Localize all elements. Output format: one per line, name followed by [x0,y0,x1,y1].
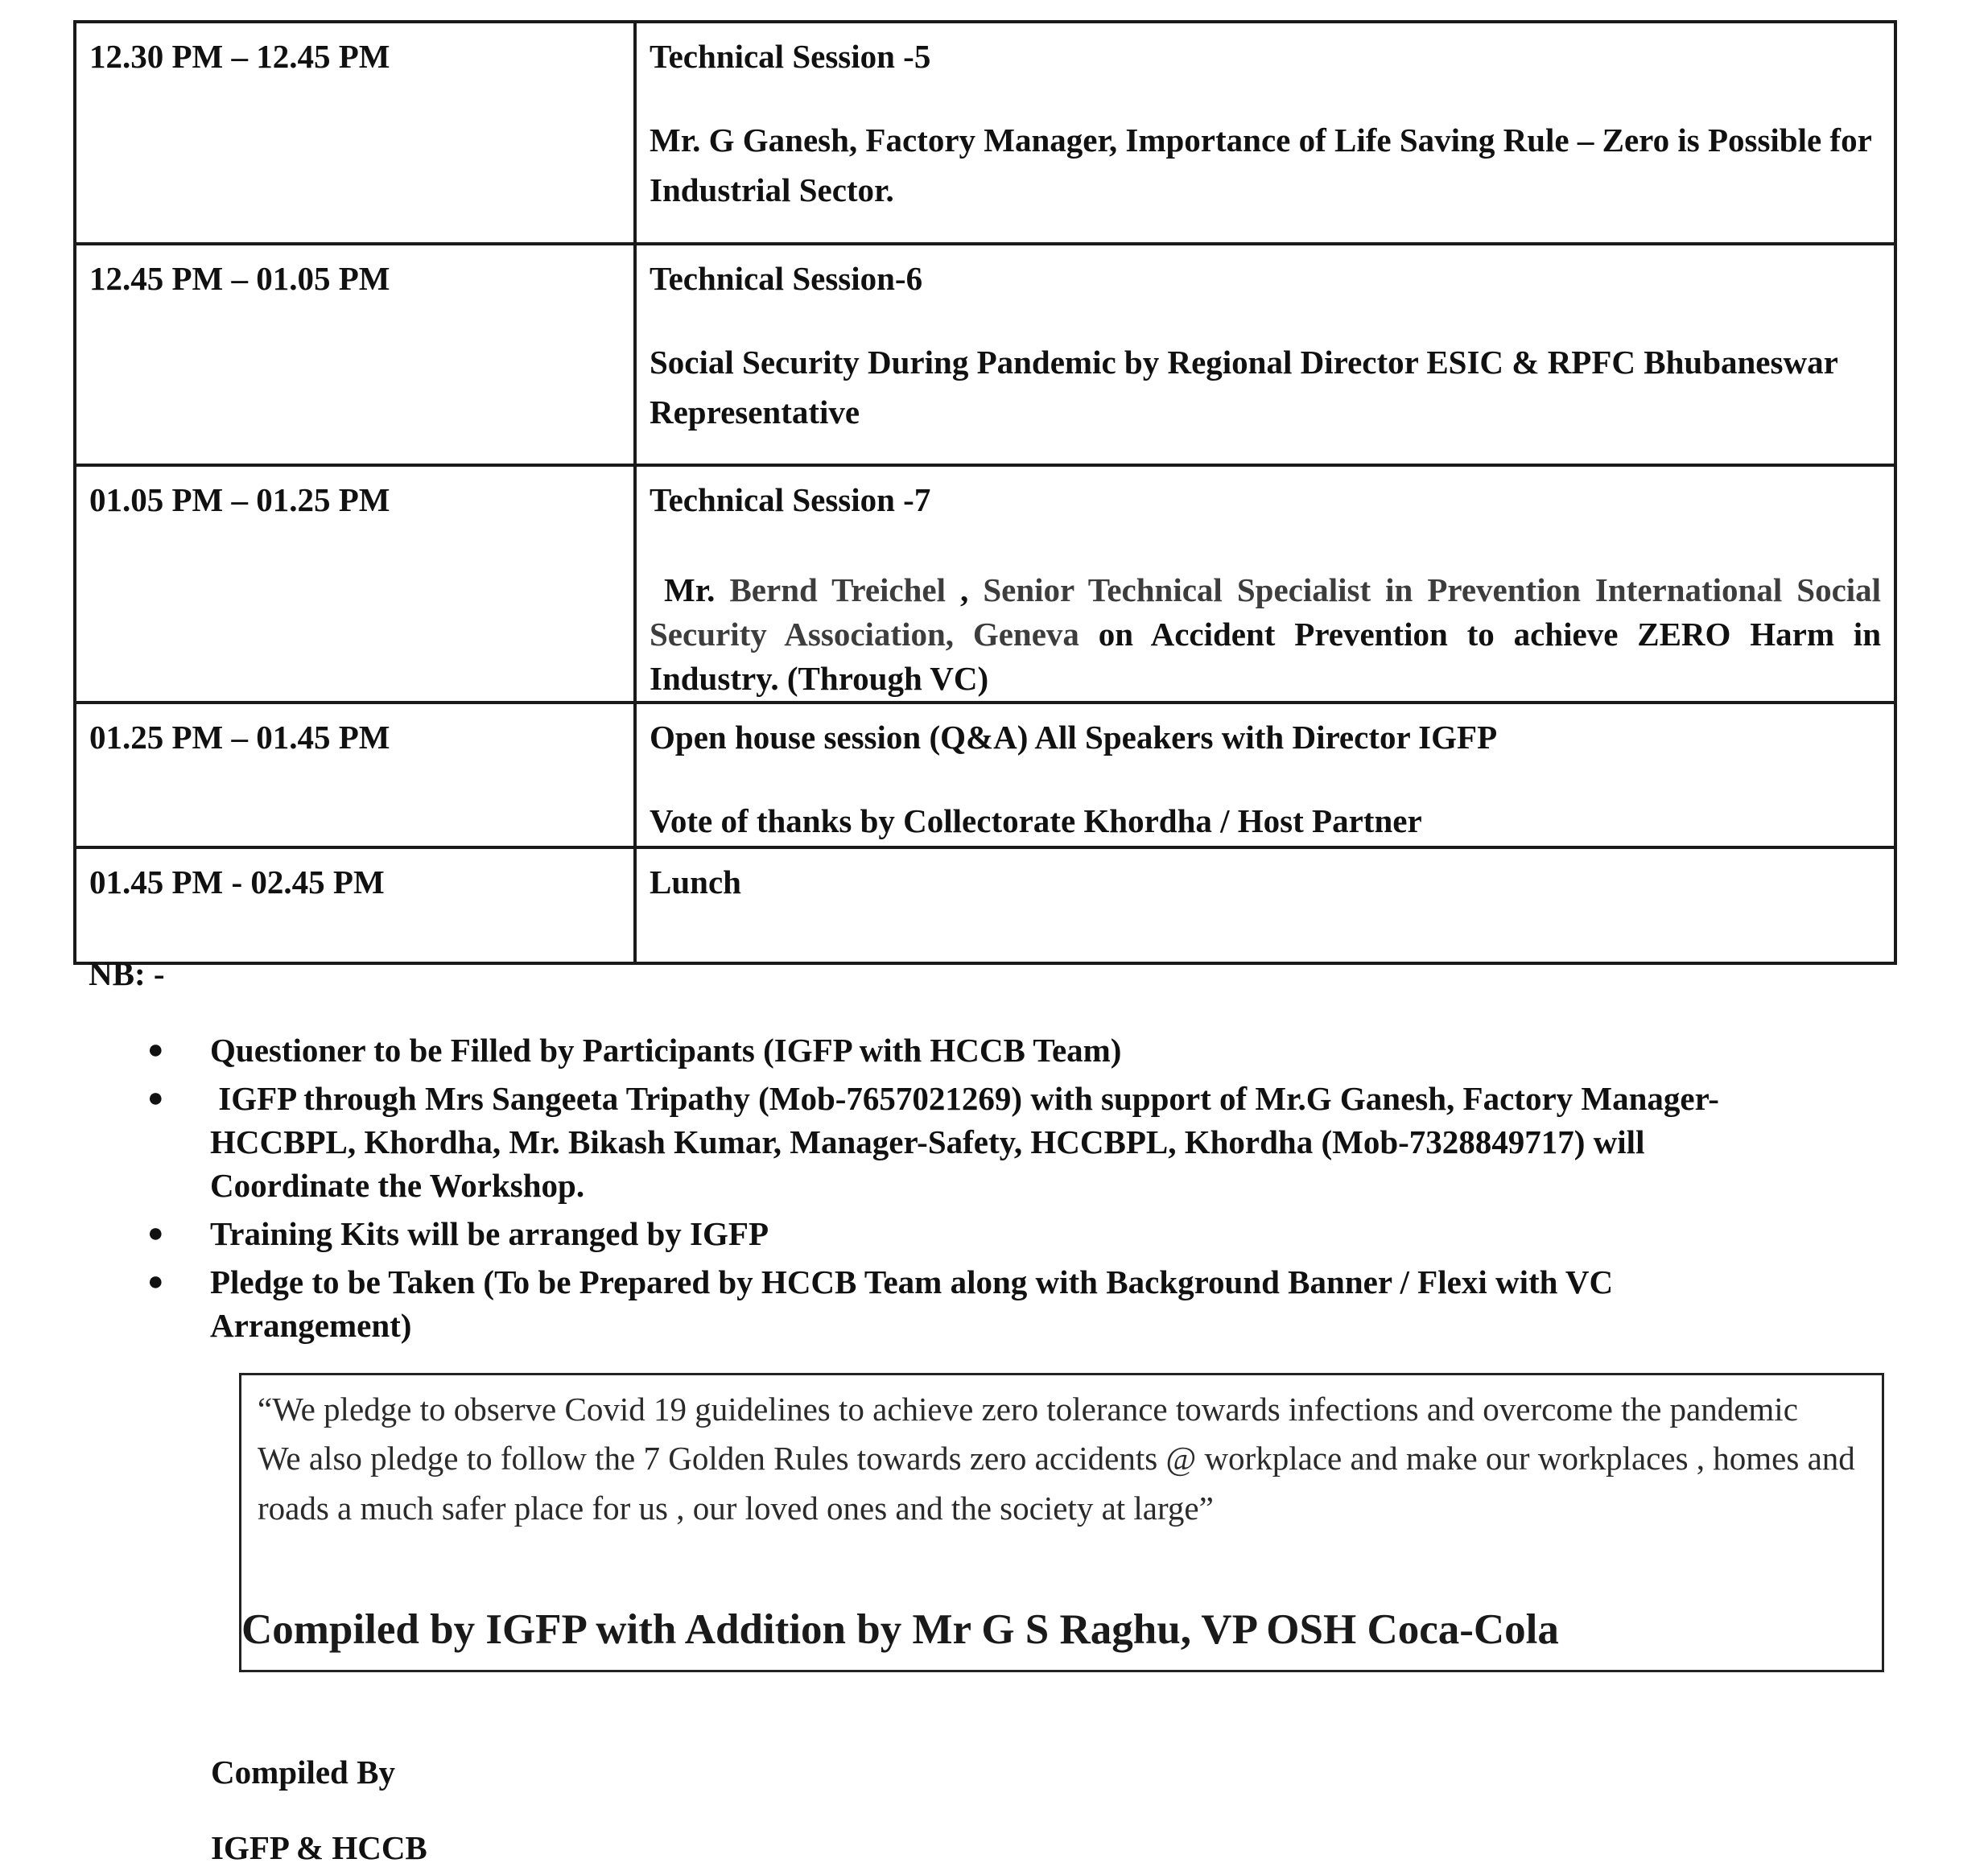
speaker-role: Senior Technical Specialist in Prevention International Social Security Association, Geneva [650,571,1882,653]
pledge-credit: Compiled by IGFP with Addition by Mr G S Raghu, VP OSH Coca-Cola [241,1606,1559,1653]
nb-label: NB: - [89,955,165,992]
compiled-by-label: Compiled By [211,1754,395,1791]
session-title: Technical Session -7 [650,481,931,518]
session-cell [635,244,1895,465]
list-item-text: Questioner to be Filled by Participants (IGFP with HCCB Team) [210,1032,1122,1069]
session-title: Technical Session-6 [650,260,923,297]
session-cell [635,703,1895,847]
speaker-name: Bernd Treichel [729,571,947,608]
bullet-icon: ● [147,1035,164,1065]
session-cell [635,465,1895,703]
table-row [75,847,1895,963]
bullet-icon: ● [147,1218,164,1248]
list-item-text: Training Kits will be arranged by IGFP [210,1215,769,1252]
pledge-line-golden-rules: We also pledge to follow the 7 Golden Rules towards zero accidents @ workplace and make our workplaces , homes and roads a much safer place for us , our loved ones and the society at large” [258,1440,1855,1527]
table-row [75,22,1895,244]
bullet-icon: ● [147,1083,164,1113]
notes-list [147,1028,1781,1352]
table-row [75,244,1895,465]
speaker-comma: , [960,571,969,608]
session-cell [635,847,1895,963]
time-cell: 01.45 PM - 02.45 PM [75,847,635,963]
list-item [147,1028,1781,1072]
session-detail: Mr. G Ganesh, Factory Manager, Importance of Life Saving Rule – Zero is Possible for Industrial Sector. [650,122,1872,208]
pledge-line-covid: “We pledge to observe Covid 19 guidelines to achieve zero tolerance towards infections and overcome the pandemic [258,1391,1798,1428]
pledge-box [239,1373,1884,1672]
table-row [75,703,1895,847]
list-item-text: Pledge to be Taken (To be Prepared by HCCB Team along with Background Banner / Flexi with VC Arrangement) [210,1263,1614,1344]
session-detail [650,568,1881,701]
session-detail: Vote of thanks by Collectorate Khordha / Host Partner [650,802,1422,839]
session-title: Lunch [650,863,741,901]
session-topic: on Accident Prevention to achieve ZERO Harm in Industry. (Through VC) [650,616,1881,697]
session-cell [635,22,1895,244]
list-item-text: IGFP through Mrs Sangeeta Tripathy (Mob-7657021269) with support of Mr.G Ganesh, Factory Manager-HCCBPL, Khordha, Mr. Bikash Kumar, Manager-Safety, HCCBPL, Khordha (Mob-7328849717) will Coordinate the Workshop. [210,1080,1719,1204]
table-row [75,465,1895,703]
list-item [147,1212,1781,1255]
time-cell: 12.30 PM – 12.45 PM [75,22,635,244]
time-cell: 01.05 PM – 01.25 PM [75,465,635,703]
session-title: Technical Session -5 [650,38,931,75]
time-cell: 12.45 PM – 01.05 PM [75,244,635,465]
list-item [147,1260,1781,1347]
time-cell: 01.25 PM – 01.45 PM [75,703,635,847]
list-item [147,1077,1781,1207]
speaker-prefix: Mr. [664,571,716,608]
bullet-icon: ● [147,1267,164,1296]
schedule-table [73,20,1897,965]
session-detail: Social Security During Pandemic by Regional Director ESIC & RPFC Bhubaneswar Representative [650,344,1838,431]
pledge-quote [258,1387,1859,1533]
compiled-by-org: IGFP & HCCB [211,1829,427,1866]
session-title: Open house session (Q&A) All Speakers with Director IGFP [650,719,1498,756]
